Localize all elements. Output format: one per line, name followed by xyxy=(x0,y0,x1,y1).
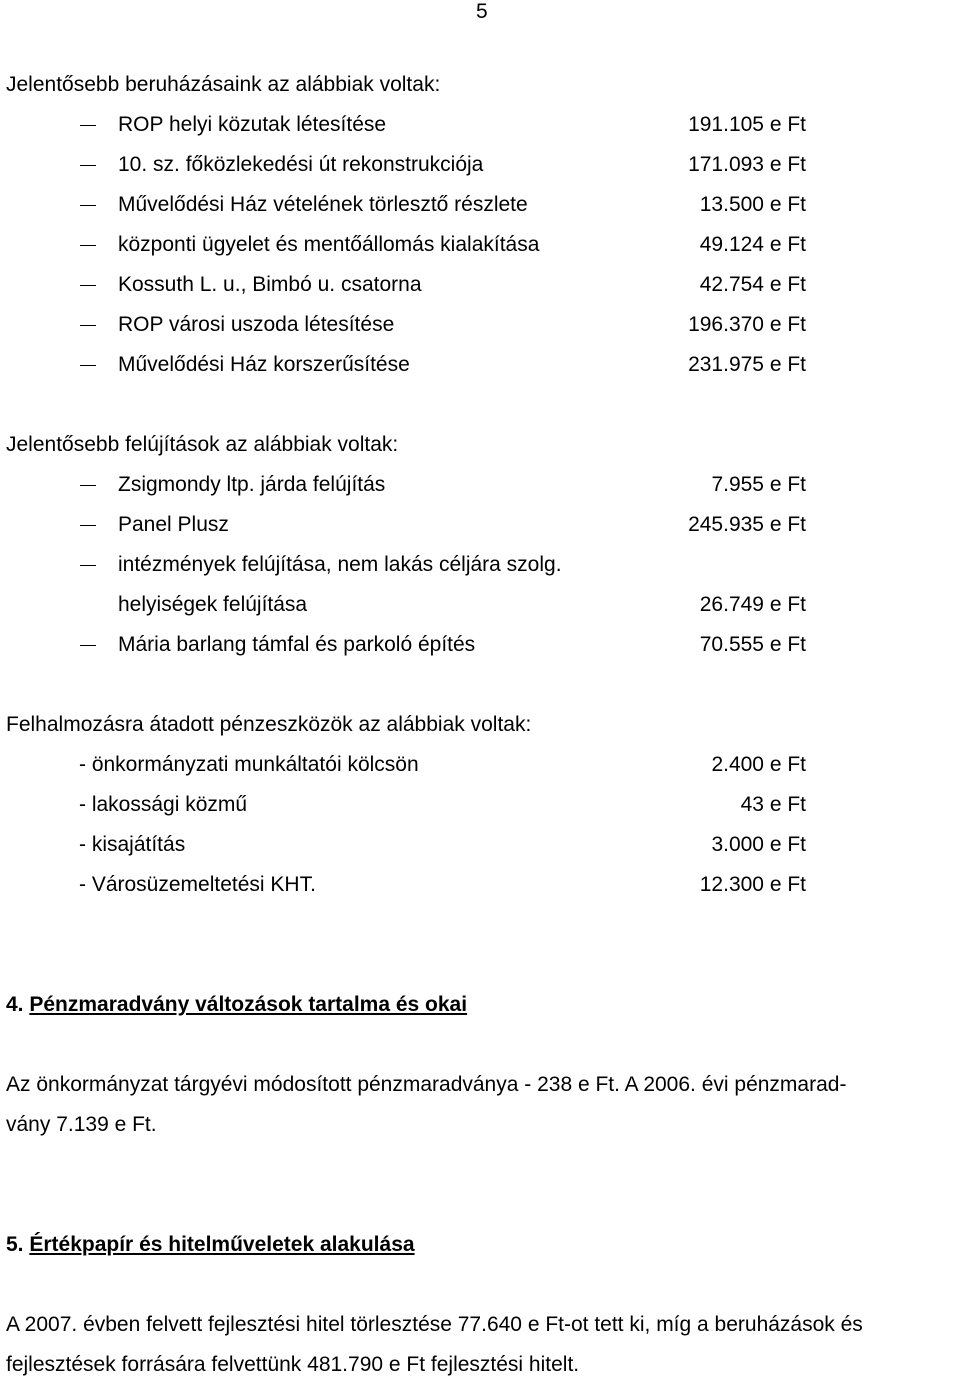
item-amount: 191.105 e Ft xyxy=(688,113,806,136)
list-item xyxy=(0,233,960,257)
item-label: Zsigmondy ltp. járda felújítás xyxy=(118,473,386,496)
transfers-intro: Felhalmozásra átadott pénzeszközök az alábbiak voltak: xyxy=(6,713,532,736)
section-title: Értékpapír és hitelműveletek alakulása xyxy=(29,1233,415,1256)
item-label: - kisajátítás xyxy=(79,833,186,856)
item-label: Művelődési Ház vételének törlesztő részlete xyxy=(118,193,528,216)
item-amount: 3.000 e Ft xyxy=(711,833,806,856)
section-number: 4. xyxy=(6,993,24,1016)
item-label-continuation: helyiségek felújítása xyxy=(118,593,308,616)
list-item-continuation xyxy=(0,593,960,617)
item-label: - lakossági közmű xyxy=(79,793,248,816)
list-item xyxy=(0,113,960,137)
item-amount: 2.400 e Ft xyxy=(711,753,806,776)
list-item xyxy=(0,633,960,657)
dash-bullet xyxy=(80,113,96,137)
item-label: - önkormányzati munkáltatói kölcsön xyxy=(79,753,419,776)
paragraph-line: Az önkormányzat tárgyévi módosított pénzmaradványa - 238 e Ft. A 2006. évi pénzmarad- xyxy=(6,1073,847,1096)
dash-bullet xyxy=(80,553,96,577)
item-label: Mária barlang támfal és parkoló építés xyxy=(118,633,476,656)
item-label: 10. sz. főközlekedési út rekonstrukciója xyxy=(118,153,484,176)
item-label: Panel Plusz xyxy=(118,513,229,536)
item-label: központi ügyelet és mentőállomás kialakítása xyxy=(118,233,540,256)
dash-bullet xyxy=(80,233,96,257)
list-item xyxy=(0,313,960,337)
item-amount: 12.300 e Ft xyxy=(699,873,806,896)
item-label: ROP városi uszoda létesítése xyxy=(118,313,395,336)
item-label: ROP helyi közutak létesítése xyxy=(118,113,387,136)
item-amount: 7.955 e Ft xyxy=(711,473,806,496)
paragraph-line: fejlesztések forrására felvettünk 481.790 e Ft fejlesztési hitelt. xyxy=(6,1353,580,1376)
list-item xyxy=(0,553,960,577)
dash-bullet xyxy=(80,633,96,657)
item-label: - Városüzemeltetési KHT. xyxy=(79,873,316,896)
item-amount: 13.500 e Ft xyxy=(699,193,806,216)
paragraph-line: A 2007. évben felvett fejlesztési hitel törlesztése 77.640 e Ft-ot tett ki, míg a beruházások és xyxy=(6,1313,863,1336)
list-item xyxy=(0,833,960,857)
dash-bullet xyxy=(80,273,96,297)
list-item xyxy=(0,513,960,537)
item-amount: 171.093 e Ft xyxy=(688,153,806,176)
item-amount: 245.935 e Ft xyxy=(688,513,806,536)
section-number: 5. xyxy=(6,1233,24,1256)
section-title: Pénzmaradvány változások tartalma és okai xyxy=(29,993,468,1016)
section-4-heading xyxy=(6,993,467,1017)
item-label: Művelődési Ház korszerűsítése xyxy=(118,353,410,376)
list-item xyxy=(0,793,960,817)
list-item xyxy=(0,193,960,217)
dash-bullet xyxy=(80,313,96,337)
investments-intro: Jelentősebb beruházásaink az alábbiak voltak: xyxy=(6,73,441,96)
renovations-intro: Jelentősebb felújítások az alábbiak voltak: xyxy=(6,433,399,456)
list-item xyxy=(0,753,960,777)
item-label: Kossuth L. u., Bimbó u. csatorna xyxy=(118,273,422,296)
item-amount: 196.370 e Ft xyxy=(688,313,806,336)
dash-bullet xyxy=(80,473,96,497)
dash-bullet xyxy=(80,513,96,537)
item-label: intézmények felújítása, nem lakás céljára szolg. xyxy=(118,553,562,576)
item-amount: 43 e Ft xyxy=(740,793,806,816)
page-number: 5 xyxy=(476,0,488,23)
item-amount: 70.555 e Ft xyxy=(699,633,806,656)
list-item xyxy=(0,873,960,897)
item-amount: 26.749 e Ft xyxy=(699,593,806,616)
item-amount: 42.754 e Ft xyxy=(699,273,806,296)
item-amount: 231.975 e Ft xyxy=(688,353,806,376)
dash-bullet xyxy=(80,153,96,177)
list-item xyxy=(0,473,960,497)
list-item xyxy=(0,153,960,177)
dash-bullet xyxy=(80,353,96,377)
dash-bullet xyxy=(80,193,96,217)
list-item xyxy=(0,273,960,297)
paragraph-line: vány 7.139 e Ft. xyxy=(6,1113,157,1136)
list-item xyxy=(0,353,960,377)
item-amount: 49.124 e Ft xyxy=(699,233,806,256)
section-5-heading xyxy=(6,1233,415,1257)
